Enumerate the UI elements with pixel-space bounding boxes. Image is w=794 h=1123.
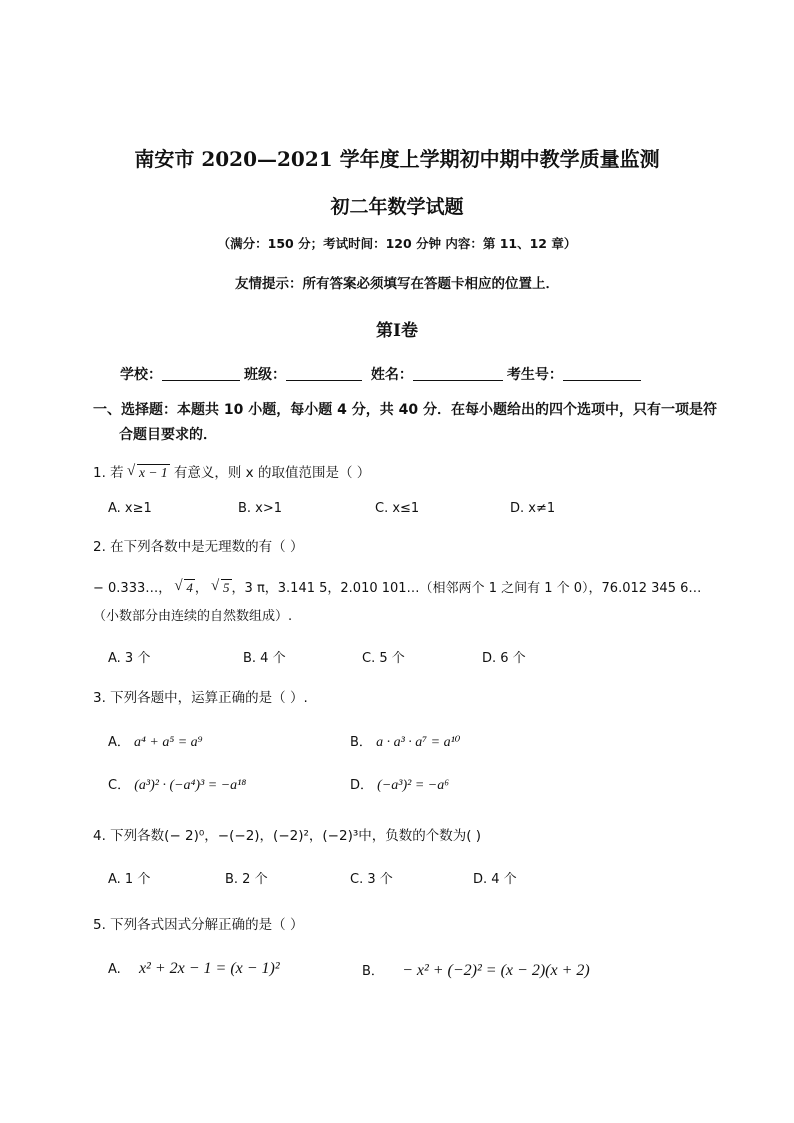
question-2-stem: 2. 在下列各数中是无理数的有（ ） xyxy=(93,539,304,555)
class-blank[interactable] xyxy=(286,366,362,381)
section-line-1: 一、选择题：本题共 10 小题，每小题 4 分，共 40 分．在每小题给出的四个选项中，只有一项是符 xyxy=(93,402,717,418)
q4-option-c[interactable]: C. 3 个 xyxy=(350,872,393,887)
q2-rad4: 4 xyxy=(186,580,193,595)
q1-radicand: x − 1 xyxy=(138,465,168,480)
question-5-stem: 5. 下列各式因式分解正确的是（ ） xyxy=(93,917,304,933)
q1-option-a[interactable]: A. x≥1 xyxy=(108,501,152,516)
q2-option-c[interactable]: C. 5 个 xyxy=(362,651,405,666)
q2-part-b: ， xyxy=(194,581,208,596)
q5-option-a[interactable] xyxy=(108,960,280,978)
q1-radical xyxy=(128,465,170,481)
q2-sqrt5 xyxy=(212,580,232,596)
school-label: 学校： xyxy=(120,367,162,383)
q2-numbers-note: （小数部分由连续的自然数组成）. xyxy=(93,609,293,624)
q3-option-d-expr: (−a³)² = −a⁶ xyxy=(377,778,450,793)
q5-option-b[interactable] xyxy=(362,960,590,980)
section-line-2: 合题目要求的． xyxy=(119,427,217,443)
q3-option-d-label: D． xyxy=(350,778,374,793)
exam-no-blank[interactable] xyxy=(563,366,641,381)
exam-hint: 友情提示：所有答案必须填写在答题卡相应的位置上． xyxy=(235,276,559,292)
question-4-stem: 4. 下列各数(− 2)⁰，−(−2)，(−2)²，(−2)³中，负数的个数为( ) xyxy=(93,828,482,844)
q2-option-d[interactable]: D. 6 个 xyxy=(482,651,526,666)
q5-option-b-expr: − x² + (−2)² = (x − 2)(x + 2) xyxy=(402,962,590,979)
q2-rad5: 5 xyxy=(223,580,230,595)
volume-heading: 第Ⅰ卷 xyxy=(376,321,418,341)
q3-option-c-expr: (a³)² · (−a⁴)³ = −a¹⁸ xyxy=(134,778,247,793)
q2-option-b[interactable]: B. 4 个 xyxy=(243,651,286,666)
q3-option-d[interactable] xyxy=(350,774,449,794)
q3-option-c-label: C． xyxy=(108,778,131,793)
q3-option-b[interactable] xyxy=(350,731,460,751)
name-label: 姓名： xyxy=(370,367,413,383)
exam-subtitle: 初二年数学试题 xyxy=(330,196,464,218)
school-blank[interactable] xyxy=(162,366,240,381)
q2-sqrt4 xyxy=(175,580,195,596)
q2-numbers-line xyxy=(93,577,701,596)
class-label: 班级： xyxy=(244,367,286,383)
q2-part-c: ，3 π，3.141 5，2.010 101…（相邻两个 1 之间有 1 个 0），76.012 345 6… xyxy=(231,581,702,596)
q3-option-c[interactable] xyxy=(108,774,246,794)
q2-option-a[interactable]: A. 3 个 xyxy=(108,651,151,666)
q3-option-a-label: A． xyxy=(108,735,130,750)
q1-option-c[interactable]: C. x≤1 xyxy=(375,501,420,516)
section-heading xyxy=(93,398,717,448)
q5-option-a-expr: x² + 2x − 1 = (x − 1)² xyxy=(138,960,280,977)
exam-info: （满分：150 分；考试时间：120 分钟 内容：第 11、12 章） xyxy=(217,236,577,251)
q3-option-a-expr: a⁴ + a⁵ = a⁹ xyxy=(134,735,203,750)
student-info-row xyxy=(120,364,645,384)
q1-option-d[interactable]: D. x≠1 xyxy=(510,501,556,516)
q1-option-b[interactable]: B. x>1 xyxy=(238,501,283,516)
q3-option-b-expr: a · a³ · a⁷ = a¹⁰ xyxy=(376,735,461,750)
q1-suffix: 有意义，则 x 的取值范围是（ ） xyxy=(173,465,371,481)
q4-option-b[interactable]: B. 2 个 xyxy=(225,872,268,887)
q2-part-a: − 0.333…， xyxy=(93,581,172,596)
q4-option-a[interactable]: A. 1 个 xyxy=(108,872,151,887)
q3-option-a[interactable] xyxy=(108,731,203,751)
name-blank[interactable] xyxy=(413,366,503,381)
q1-prefix: 1. 若 xyxy=(93,465,124,481)
q5-option-a-label: A. xyxy=(108,962,121,977)
q3-option-b-label: B． xyxy=(350,735,372,750)
question-1-stem xyxy=(93,461,370,481)
exam-no-label: 考生号： xyxy=(506,367,563,383)
q4-option-d[interactable]: D. 4 个 xyxy=(473,872,517,887)
exam-title: 南安市 2020—2021 学年度上学期初中期中教学质量监测 xyxy=(134,147,660,171)
q5-option-b-label: B． xyxy=(362,964,384,979)
question-3-stem: 3. 下列各题中，运算正确的是（ ）. xyxy=(93,690,308,706)
